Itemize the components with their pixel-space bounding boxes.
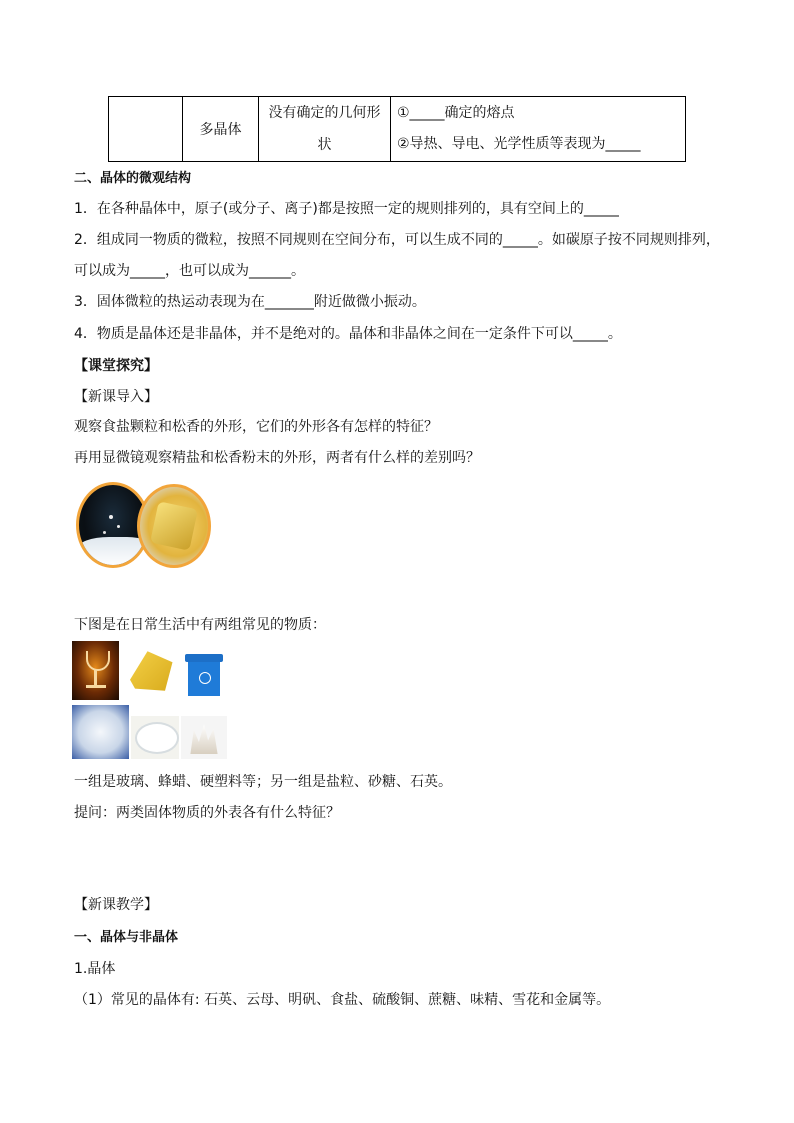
groups-description: 一组是玻璃、蜂蜡、硬塑料等；另一组是盐粒、砂糖、石英。 [74, 774, 452, 790]
question-surface-features: 提问：两类固体物质的外表各有什么特征？ [74, 805, 340, 821]
paragraph-item-3: 3．固体微粒的热运动表现为在_______附近做微小振动。 [74, 294, 426, 310]
question-1: 观察食盐颗粒和松香的外形，它们的外形各有怎样的特征？ [74, 419, 438, 435]
salt-pile-photo [72, 705, 129, 759]
shape-line-2: 状 [317, 137, 332, 153]
common-crystals-text: （1）常见的晶体有: 石英、云母、明矾、食盐、硫酸铜、蔗糖、味精、雪花和金属等。 [74, 992, 611, 1008]
quartz-crystal-photo [181, 716, 227, 759]
teaching-heading: 【新课教学】 [74, 897, 158, 913]
subheading-crystal: 1.晶体 [74, 961, 116, 977]
beeswax-photo [121, 641, 179, 700]
shape-line-1: 没有确定的几何形 [268, 105, 381, 121]
sugar-plate-photo [131, 716, 179, 759]
table-row [109, 97, 686, 162]
table-cell-shape [259, 97, 391, 162]
caption-two-groups: 下图是在日常生活中有两组常见的物质： [74, 617, 326, 633]
table-cell-polycrystal: 多晶体 [183, 97, 259, 162]
table-cell-properties [391, 97, 686, 162]
property-line-2: ②导热、导电、光学性质等表现为_____ [397, 136, 641, 152]
glass-goblet-photo [72, 641, 119, 700]
paragraph-item-2-line-2: 可以成为_____，也可以成为______。 [74, 263, 305, 279]
section-heading-crystal-noncrystal: 一、晶体与非晶体 [74, 930, 179, 945]
paragraph-item-1: 1．在各种晶体中，原子(或分子、离子)都是按照一定的规则排列的，具有空间上的_____ [74, 201, 619, 217]
intro-heading: 【新课导入】 [74, 389, 158, 405]
section-heading-micro-structure: 二、晶体的微观结构 [74, 171, 192, 186]
rosin-photo [137, 484, 211, 568]
plastic-bin-photo [181, 652, 227, 700]
table-cell-empty [109, 97, 183, 162]
question-2: 再用显微镜观察精盐和松香粉末的外形，两者有什么样的差别吗？ [74, 450, 480, 466]
property-line-1: ①_____确定的熔点 [397, 105, 515, 121]
crystal-properties-table [108, 96, 686, 162]
paragraph-item-2-line-1: 2．组成同一物质的微粒，按照不同规则在空间分布，可以生成不同的_____。如碳原子按不同规则排列， [74, 232, 720, 248]
classroom-heading: 【课堂探究】 [74, 358, 158, 374]
paragraph-item-4: 4．物质是晶体还是非晶体，并不是绝对的。晶体和非晶体之间在一定条件下可以_____。 [74, 326, 622, 342]
